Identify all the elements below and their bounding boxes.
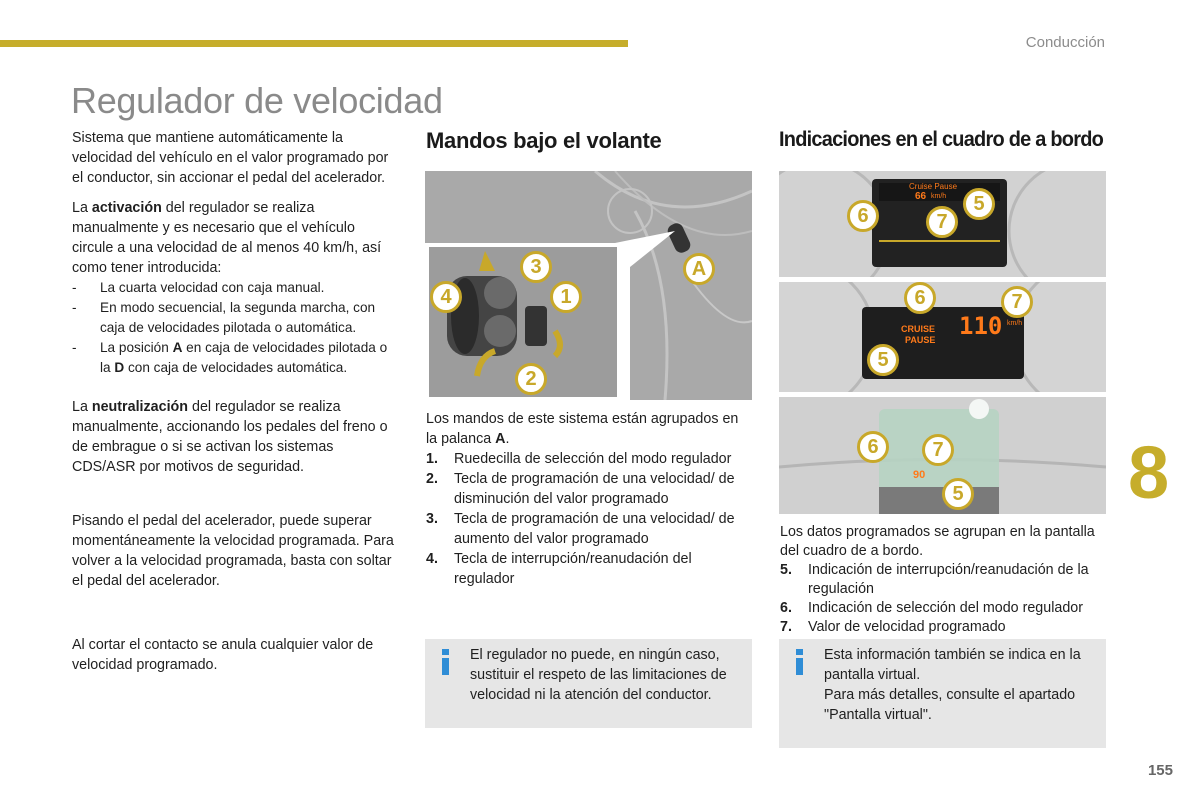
ignition-paragraph: Al cortar el contacto se anula cualquier valor de velocidad programado. [72,637,374,673]
override-paragraph: Pisando el pedal del acelerador, puede superar momentáneamente la velocidad programada. Para volver a la velocidad programada, basta con soltar el pedal del acelerador. [72,513,394,589]
callout-badge-2: 2 [515,363,547,395]
controls-heading: Mandos bajo el volante [426,128,662,153]
callout-badge-7: 7 [922,434,954,466]
screen2-pause: PAUSE [905,335,936,345]
callout-badge-7: 7 [1001,286,1033,318]
intro-paragraph: Sistema que mantiene automáticamente la velocidad del vehículo en el valor programado por el conductor, sin accionar el pedal del acelerador. [72,130,389,186]
dashboard-intro: Los datos programados se agrupan en la pantalla del cuadro de a bordo. [780,524,1095,559]
neutralization-term: neutralización [91,399,189,415]
list-item: 2. Tecla de programación de una velocidad/ de disminución del valor programado [426,471,735,507]
list-item: - En modo secuencial, la segunda marcha, con caja de velocidades pilotada o automática. [72,298,397,338]
screen1-unit: km/h [931,193,947,200]
page-title: Regulador de velocidad [71,80,443,121]
steering-controls-drawing [425,171,752,400]
dashboard-display-1 [779,171,1106,277]
controls-intro: Los mandos de este sistema están agrupados en la palanca A. [426,411,739,447]
list-item: 3. Tecla de programación de una velocidad/ de aumento del valor programado [426,511,735,547]
info-note-controls: El regulador no puede, en ningún caso, sustituir el respeto de las limitaciones de velocidad ni la atención del conductor. [425,639,752,728]
activation-paragraph: La activación del regulador se realiza manualmente y es necesario que el vehículo circule a una velocidad de al menos 40 km/h, así como tener introducida: [72,200,382,276]
callout-badge-7: 7 [926,206,958,238]
callout-badge-5: 5 [963,188,995,220]
activation-term: activación [91,200,162,216]
screen3-speed: 90 [913,469,926,481]
dashboard-description [780,523,1110,637]
list-item: 1. Ruedecilla de selección del modo regulador [426,451,732,467]
list-item: 4. Tecla de interrupción/reanudación del regulador [426,551,692,587]
steering-controls-illustration [425,171,752,400]
screen1-speed: 66 [915,191,927,202]
list-item: 5. Indicación de interrupción/reanudación de la regulación [780,562,1089,597]
dashboard-display-3 [779,397,1106,514]
controls-description [426,409,752,589]
screen2-speed: 110 [959,312,1003,340]
callout-badge-6: 6 [904,282,936,314]
screen1-status: Cruise Pause [909,182,958,191]
dashboard-list [780,561,1110,637]
chapter-number: 8 [1128,431,1170,514]
callout-badge-1: 1 [550,281,582,313]
info-icon [793,649,807,675]
intro-column [72,128,397,675]
list-item: 6. Indicación de selección del modo regulador [780,600,1083,616]
activation-conditions-list [72,278,397,378]
info-icon [439,649,453,675]
neutralization-paragraph: La neutralización del regulador se realiza manualmente, accionando los pedales del freno o de embrague o si se activan los sistemas CDS/ASR por motivos de seguridad. [72,399,388,475]
screen2-unit: km/h [1007,320,1023,327]
callout-badge-4: 4 [430,281,462,313]
header-accent-bar [0,40,628,47]
callout-badge-6: 6 [857,431,889,463]
dashboard-display-2 [779,282,1106,392]
callout-badge-5: 5 [867,344,899,376]
dashboard-heading: Indicaciones en el cuadro de a bordo [779,128,1104,151]
list-item: 7. Valor de velocidad programado [780,619,1006,635]
callout-badge-a: A [683,253,715,285]
screen2-cruise: CRUISE [901,324,936,334]
callout-badge-3: 3 [520,251,552,283]
callout-badge-6: 6 [847,200,879,232]
info-note-dashboard: Esta información también se indica en la pantalla virtual. Para más detalles, consulte el apartado "Pantalla virtual". [779,639,1106,748]
instrument-cluster-drawing-2 [779,282,1106,392]
list-item: - La posición A en caja de velocidades pilotada o la D con caja de velocidades automática. [72,338,397,378]
list-item: - La cuarta velocidad con caja manual. [72,278,397,298]
page-number: 155 [1147,762,1173,779]
controls-list [426,449,752,589]
callout-badge-5: 5 [942,478,974,510]
section-name: Conducción [1025,34,1105,51]
